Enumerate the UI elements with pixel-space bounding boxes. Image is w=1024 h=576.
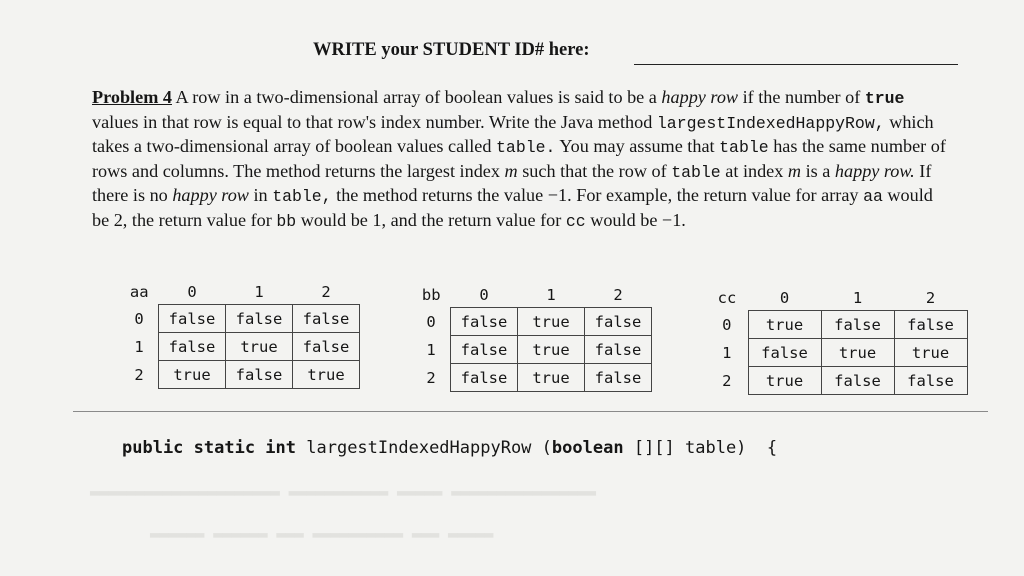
row-index: 2 bbox=[722, 371, 732, 390]
code-keywords: public static int bbox=[122, 438, 296, 458]
code-open-brace: { bbox=[766, 438, 778, 458]
table-cell: false bbox=[585, 364, 652, 392]
row-index: 0 bbox=[426, 312, 436, 331]
array-aa-table bbox=[120, 280, 360, 389]
row-index: 1 bbox=[722, 343, 732, 362]
column-index: 2 bbox=[613, 286, 623, 304]
array-bb-table bbox=[412, 283, 652, 392]
table-cell: true bbox=[894, 339, 967, 367]
array-name: cc bbox=[717, 289, 737, 308]
section-divider bbox=[73, 411, 988, 412]
table-cell: false bbox=[585, 336, 652, 364]
table-cell: true bbox=[518, 336, 585, 364]
column-index: 0 bbox=[187, 283, 197, 301]
table-cell: false bbox=[159, 305, 226, 333]
table-cell: false bbox=[159, 333, 226, 361]
table-cell: true bbox=[748, 367, 821, 395]
method-signature: public static int largestIndexedHappyRow (boolean [][] table) { bbox=[122, 438, 778, 458]
method-name: largestIndexedHappyRow, bbox=[656, 113, 885, 133]
table-cell: true bbox=[748, 311, 821, 339]
column-index: 1 bbox=[254, 283, 264, 301]
table-cell: false bbox=[451, 336, 518, 364]
table-cell: false bbox=[894, 367, 967, 395]
array-cc-table bbox=[706, 286, 968, 395]
row-index: 1 bbox=[426, 340, 436, 359]
table-cell: false bbox=[293, 305, 360, 333]
problem-statement: Problem 4 A row in a two-dimensional array of boolean values is said to be a happy row if the number of true values in that row is equal to that row's index number. Write the Java method largestIndexedHappyRow, which takes a two-dimensional array of boolean values called table. You may assume that table has the same number of rows and columns. The method returns the largest index m such that the row of table at index m is a happy row. If there is no happy row in table, the method returns the value −1. For example, the return value for array aa would be 2, the return value for bb would be 1, and the return value for cc would be −1. bbox=[92, 87, 946, 231]
array-name: aa bbox=[129, 283, 149, 302]
table-cell: false bbox=[585, 308, 652, 336]
table-cell: false bbox=[821, 311, 894, 339]
column-index: 2 bbox=[925, 289, 936, 307]
row-index: 0 bbox=[134, 309, 144, 328]
code-param-type: boolean bbox=[551, 438, 624, 458]
table-cell: true bbox=[293, 361, 360, 389]
table-cell: false bbox=[226, 361, 293, 389]
table-cell: false bbox=[748, 339, 821, 367]
column-index: 1 bbox=[852, 289, 863, 307]
column-index: 0 bbox=[479, 286, 489, 304]
column-index: 1 bbox=[546, 286, 556, 304]
problem-title: Problem 4 bbox=[92, 87, 172, 107]
student-id-blank-line[interactable] bbox=[634, 64, 958, 65]
table-cell: false bbox=[226, 305, 293, 333]
table-cell: true bbox=[226, 333, 293, 361]
table-cell: false bbox=[451, 308, 518, 336]
table-cell: false bbox=[894, 311, 967, 339]
table-cell: false bbox=[451, 364, 518, 392]
table-cell: true bbox=[821, 339, 894, 367]
student-id-label: WRITE your STUDENT ID# here: bbox=[313, 40, 590, 60]
row-index: 2 bbox=[426, 368, 436, 387]
array-name: bb bbox=[421, 286, 441, 305]
table-cell: false bbox=[293, 333, 360, 361]
row-index: 0 bbox=[722, 315, 732, 334]
table-cell: false bbox=[821, 367, 894, 395]
table-cell: true bbox=[159, 361, 226, 389]
table-cell: true bbox=[518, 308, 585, 336]
table-cell: true bbox=[518, 364, 585, 392]
row-index: 1 bbox=[134, 337, 144, 356]
row-index: 2 bbox=[134, 365, 144, 384]
code-method-name: largestIndexedHappyRow bbox=[306, 438, 532, 458]
bleed-through-text: ▂▂▂▂▂▂▂▂▂▂▂▂▂▂▂▂▂▂▂▂▂ ▂▂▂▂▂▂▂▂▂▂▂ ▂▂▂▂▂ ▂▂▂▂▂▂▂▂▂▂▂▂▂▂▂▂ bbox=[90, 478, 596, 496]
bleed-through-text: ▂▂▂▂▂▂ ▂▂▂▂▂▂ ▂▂▂ ▂▂▂▂▂▂▂▂▂▂ ▂▂▂ ▂▂▂▂▂ bbox=[150, 520, 494, 538]
column-index: 2 bbox=[321, 283, 331, 301]
column-index: 0 bbox=[779, 289, 790, 307]
